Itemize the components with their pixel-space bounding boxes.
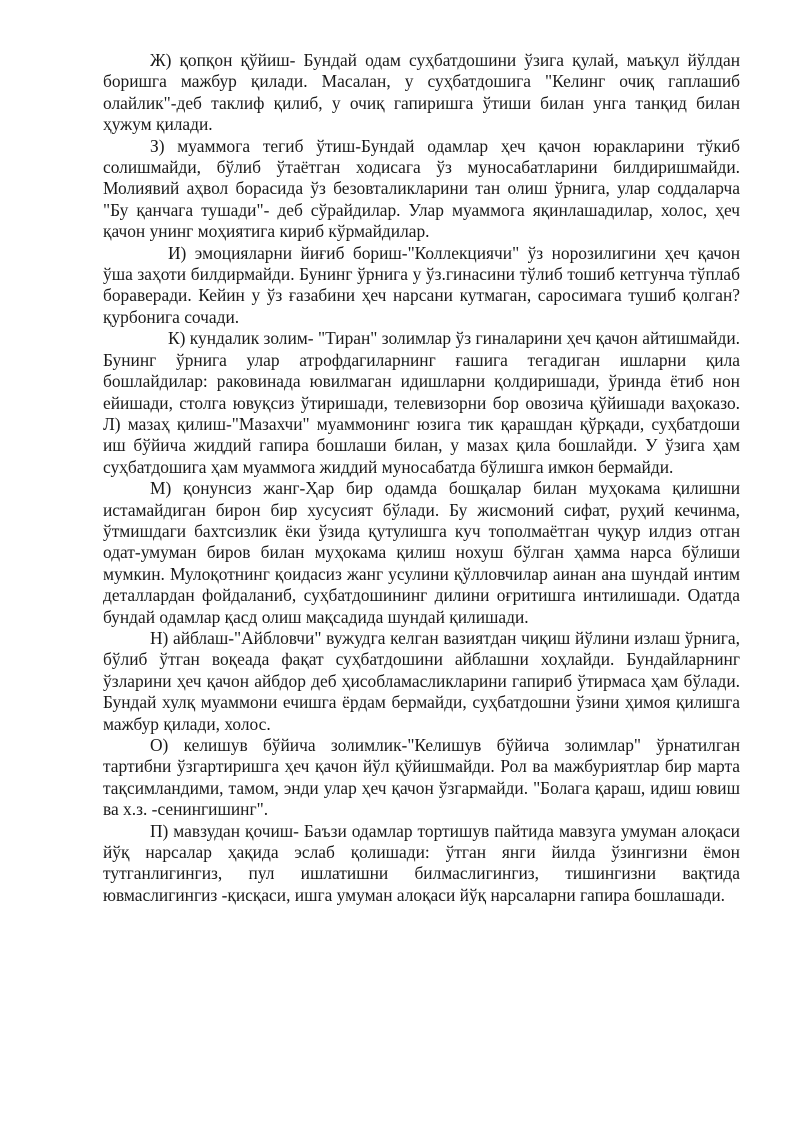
paragraph-m: М) қонунсиз жанг-Ҳар бир одамда бошқалар билан муҳокама қилишни истамайдиган бирон бир хусусият бўлади. Бу жисмоний сифат, руҳий кечинма, ўтмишдаги бахтсизлик ёки ўзида қутулишга куч тополмаётган чуқур илдиз отган одат-умуман биров билан муҳокама қилиш нохуш бўлган ҳамма нарса бўлиши мумкин. Мулоқотнинг қоидасиз жанг усулини қўлловчилар аинан ана шундай интим деталлардан фойдаланиб, суҳбатдошининг дилини оғритишга интилишади. Одатда бундай одамлар қасд олиш мақсадида шундай қилишади.: [103, 478, 740, 627]
paragraph-k-l: К) кундалик золим- "Тиран" золимлар ўз гиналарини ҳеч қачон айтишмайди. Бунинг ўрнига улар атрофдагиларнинг ғашига тегадиган ишларни қила бошлайдилар: раковинада ювилмаган идишларни қолдиришади, ўринда ётиб нон ейишади, столга ювуқсиз ўтиришади, телевизорни бор овозича қўйишади ваҳоказо. Л) мазаҳ қилиш-"Мазахчи" муаммонинг юзига тик қарашдан қўрқади, суҳбатдоши иш бўйича жиддий гапира бошлаши билан, у мазах қила бошлайди. У ўзига ҳам суҳбатдошига ҳам муаммога жиддий муносабатда бўлишга имкон бермайди.: [103, 328, 740, 477]
document-page: [103, 50, 740, 906]
paragraph-p: П) мавзудан қочиш- Баъзи одамлар тортишув пайтида мавзуга умуман алоқаси йўқ нарсалар ҳақида эслаб қолишади: ўтган янги йилда ўзингизни ёмон тутганлигингиз, пул ишлатишни билмаслигингиз, тишингизни вақтида ювмаслигингиз -қисқаси, ишга умуман алоқаси йўқ нарсаларни гапира бошлашади.: [103, 820, 740, 905]
paragraph-z: З) муаммога тегиб ўтиш-Бундай одамлар ҳеч қачон юракларини тўкиб солишмайди, бўлиб ўтаётган ходисага ўз муносабатларини билдиришмайди. Молиявий аҳвол борасида ўз безовталикларини тан олиш ўрнига, улар соддаларча "Бу қанчага тушади"- деб сўрайдилар. Улар муаммога яқинлашадилар, холос, ҳеч қачон унинг моҳиятига кириб кўрмайдилар.: [103, 135, 740, 242]
paragraph-o: О) келишув бўйича золимлик-"Келишув бўйича золимлар" ўрнатилган тартибни ўзгартиришга ҳеч қачон йўл қўйишмайди. Рол ва мажбуриятлар бир марта тақсимландими, тамом, энди улар ҳеч қачон ўзгармайди. "Болага қараш, идиш ювиш ва х.з. -сенингишинг".: [103, 735, 740, 820]
paragraph-n: Н) айблаш-"Айбловчи" вужудга келган вазиятдан чиқиш йўлини излаш ўрнига, бўлиб ўтган воқеада фақат суҳбатдошини айблашни хоҳлайди. Бундайларнинг ўзларини ҳеч қачон айбдор деб ҳисобламасликларини гапириб ўтирмаса ҳам бўлади. Бундай хулқ муаммони ечишга ёрдам бермайди, суҳбатдошни ўзини ҳимоя қилишга мажбур қилади, холос.: [103, 627, 740, 734]
paragraph-zh: Ж) қопқон қўйиш- Бундай одам суҳбатдошини ўзига қулай, маъқул йўлдан боришга мажбур қилади. Масалан, у суҳбатдошига "Келинг очиқ гаплашиб олайлик"-деб таклиф қилиб, у очиқ гапиришга ўтиши билан унга танқид билан ҳужум қилади.: [103, 50, 740, 135]
paragraph-i: И) эмоцияларни йиғиб бориш-"Коллекциячи" ўз норозилигини ҳеч қачон ўша заҳоти билдирмайди. Бунинг ўрнига у ўз.гинасини тўлиб тошиб кетгунча тўплаб бораверади. Кейин у ўз ғазабини ҳеч нарсани кутмаган, саросимага тушиб қолган? қурбонига сочади.: [103, 242, 740, 327]
